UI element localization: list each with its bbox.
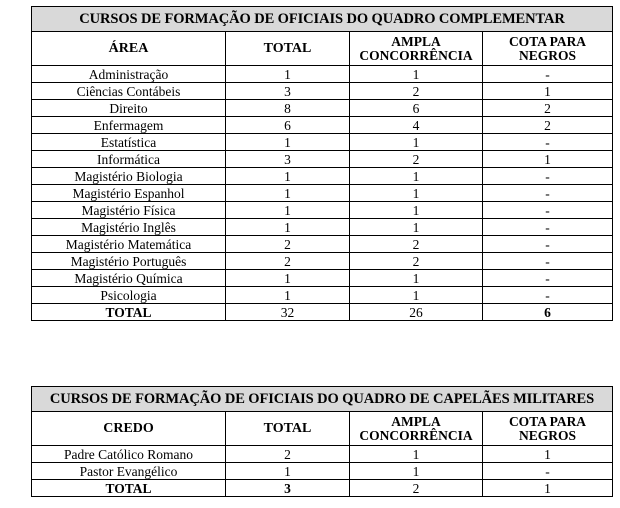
header-ampla-concorrencia — [350, 32, 483, 66]
area-cell: Magistério Matemática — [32, 236, 226, 253]
header-ampla-line1: AMPLA — [391, 33, 441, 49]
ampla-cell: 1 — [350, 168, 483, 185]
ampla-cell: 1 — [350, 202, 483, 219]
credo-cell: Padre Católico Romano — [32, 446, 226, 463]
header-area: ÁREA — [32, 32, 226, 66]
area-cell: Magistério Inglês — [32, 219, 226, 236]
header-row — [32, 412, 613, 446]
total-cell: 6 — [226, 117, 350, 134]
total-total: 32 — [226, 304, 350, 321]
total-cell: 2 — [226, 446, 350, 463]
ampla-cell: 2 — [350, 151, 483, 168]
header-cota-line2: NEGROS — [519, 427, 577, 443]
cota-cell: - — [483, 66, 613, 83]
ampla-cell: 1 — [350, 134, 483, 151]
area-cell: Ciências Contábeis — [32, 83, 226, 100]
area-cell: Direito — [32, 100, 226, 117]
area-cell: Psicologia — [32, 287, 226, 304]
total-label: TOTAL — [32, 304, 226, 321]
ampla-cell: 1 — [350, 463, 483, 480]
header-cota-line2: NEGROS — [518, 47, 576, 63]
table-row — [32, 253, 613, 270]
table-row — [32, 117, 613, 134]
header-ampla-line1: AMPLA — [391, 413, 441, 429]
header-total: TOTAL — [226, 32, 350, 66]
total-ampla: 26 — [350, 304, 483, 321]
header-ampla-line2: CONCORRÊNCIA — [359, 427, 473, 443]
cota-cell: 1 — [483, 83, 613, 100]
header-cota-negros — [483, 32, 613, 66]
header-cota-line1: COTA PARA — [508, 413, 587, 429]
cota-cell: - — [483, 185, 613, 202]
table-title-row — [32, 7, 613, 32]
ampla-cell: 6 — [350, 100, 483, 117]
header-cota-line1: COTA PARA — [508, 33, 587, 49]
ampla-cell: 1 — [350, 66, 483, 83]
total-cell: 2 — [226, 236, 350, 253]
ampla-cell: 2 — [350, 253, 483, 270]
table-row — [32, 151, 613, 168]
ampla-cell: 2 — [350, 83, 483, 100]
cota-cell: 2 — [483, 117, 613, 134]
area-cell: Administração — [32, 66, 226, 83]
quadro-complementar-table — [31, 6, 613, 321]
table-row — [32, 236, 613, 253]
cota-cell: - — [483, 219, 613, 236]
header-credo: CREDO — [32, 412, 226, 446]
area-cell: Magistério Biologia — [32, 168, 226, 185]
cota-cell: 1 — [483, 151, 613, 168]
total-total: 3 — [226, 480, 350, 497]
table-row — [32, 219, 613, 236]
credo-cell: Pastor Evangélico — [32, 463, 226, 480]
total-cell: 1 — [226, 134, 350, 151]
cota-cell: 1 — [483, 446, 613, 463]
ampla-cell: 1 — [350, 446, 483, 463]
table-row — [32, 66, 613, 83]
cota-cell: 2 — [483, 100, 613, 117]
total-ampla: 2 — [350, 480, 483, 497]
total-cell: 3 — [226, 151, 350, 168]
ampla-cell: 1 — [350, 185, 483, 202]
area-cell: Magistério Espanhol — [32, 185, 226, 202]
cota-cell: - — [483, 253, 613, 270]
table-row — [32, 83, 613, 100]
table-row — [32, 168, 613, 185]
ampla-cell: 1 — [350, 270, 483, 287]
total-row — [32, 304, 613, 321]
area-cell: Enfermagem — [32, 117, 226, 134]
table-row — [32, 270, 613, 287]
total-cell: 2 — [226, 253, 350, 270]
total-cell: 3 — [226, 83, 350, 100]
table-title-row — [32, 387, 613, 412]
cota-cell: - — [483, 270, 613, 287]
ampla-cell: 1 — [350, 287, 483, 304]
total-cota: 6 — [483, 304, 613, 321]
table-row — [32, 134, 613, 151]
total-cell: 1 — [226, 287, 350, 304]
total-label: TOTAL — [32, 480, 226, 497]
area-cell: Magistério Química — [32, 270, 226, 287]
area-cell: Informática — [32, 151, 226, 168]
area-cell: Magistério Português — [32, 253, 226, 270]
total-cell: 8 — [226, 100, 350, 117]
area-cell: Magistério Física — [32, 202, 226, 219]
header-row — [32, 32, 613, 66]
ampla-cell: 1 — [350, 219, 483, 236]
table-row — [32, 202, 613, 219]
cota-cell: - — [483, 202, 613, 219]
cota-cell: - — [483, 236, 613, 253]
table-row — [32, 100, 613, 117]
cota-cell: - — [483, 134, 613, 151]
header-ampla-line2: CONCORRÊNCIA — [359, 47, 473, 63]
header-cota-negros — [483, 412, 613, 446]
table-body — [32, 66, 613, 304]
total-cell: 1 — [226, 202, 350, 219]
table-row — [32, 463, 613, 480]
total-cell: 1 — [226, 66, 350, 83]
table-row — [32, 446, 613, 463]
cota-cell: - — [483, 287, 613, 304]
total-cell: 1 — [226, 270, 350, 287]
cota-cell: - — [483, 168, 613, 185]
total-row — [32, 480, 613, 497]
total-cota: 1 — [483, 480, 613, 497]
capelaes-militares-table — [31, 386, 613, 497]
cota-cell: - — [483, 463, 613, 480]
total-cell: 1 — [226, 185, 350, 202]
header-total: TOTAL — [226, 412, 350, 446]
total-cell: 1 — [226, 463, 350, 480]
total-cell: 1 — [226, 168, 350, 185]
table-title: CURSOS DE FORMAÇÃO DE OFICIAIS DO QUADRO COMPLEMENTAR — [32, 7, 613, 32]
table-row — [32, 287, 613, 304]
area-cell: Estatística — [32, 134, 226, 151]
header-ampla-concorrencia — [350, 412, 483, 446]
table-row — [32, 185, 613, 202]
ampla-cell: 4 — [350, 117, 483, 134]
total-cell: 1 — [226, 219, 350, 236]
table-title: CURSOS DE FORMAÇÃO DE OFICIAIS DO QUADRO DE CAPELÃES MILITARES — [32, 387, 613, 412]
table-body — [32, 446, 613, 480]
ampla-cell: 2 — [350, 236, 483, 253]
